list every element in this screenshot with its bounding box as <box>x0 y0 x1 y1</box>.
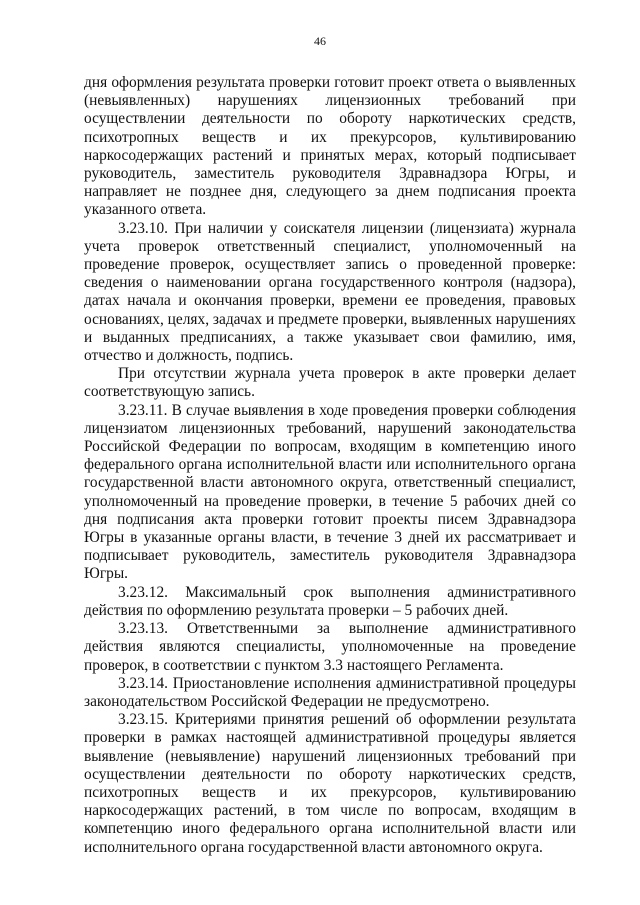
paragraph-3-23-14: 3.23.14. Приостановление исполнения административной процедуры законодательством Российской Федерации не предусмотрено. <box>84 674 576 710</box>
document-body <box>84 74 576 857</box>
paragraph-3-23-15: 3.23.15. Критериями принятия решений об оформлении результата проверки в рамках настоящей административной процедуры является выявление (невыявление) нарушений лицензионных требований при осуществлении деятельности по обороту наркотических средств, психотропных веществ и их прекурсоров, культивированию наркосодержащих растений, в том числе по вопросам, входящим в компетенцию иного федерального органа исполнительной власти или исполнительного органа государственной власти автономного округа. <box>84 711 576 856</box>
paragraph-3-23-10: 3.23.10. При наличии у соискателя лицензии (лицензиата) журнала учета проверок ответственный специалист, уполномоченный на проведение проверок, осуществляет запись о проведенной проверке: сведения о наименовании органа государственного контроля (надзора), датах начала и окончания проверки, времени ее проведения, правовых основаниях, целях, задачах и предмете проверки, выявленных нарушениях и выданных предписаниях, а также указывает свои фамилию, имя, отчество и должность, подпись. <box>84 219 576 365</box>
paragraph-3-23-13: 3.23.13. Ответственными за выполнение административного действия являются специалисты, уполномоченные на проведение проверок, в соответствии с пунктом 3.3 настоящего Регламента. <box>84 620 576 674</box>
paragraph-3-23-11: 3.23.11. В случае выявления в ходе проведения проверки соблюдения лицензиатом лицензионных требований, нарушений законодательства Российской Федерации по вопросам, входящим в компетенцию иного федерального органа исполнительной власти или исполнительного органа государственной власти автономного округа, ответственный специалист, уполномоченный на проведение проверки, в течение 5 рабочих дней со дня подписания акта проверки готовит проекты писем Здравнадзора Югры в указанные органы власти, в течение 3 дней их рассматривает и подписывает руководитель, заместитель руководителя Здравнадзора Югры. <box>84 401 576 583</box>
paragraph-3-23-12: 3.23.12. Максимальный срок выполнения административного действия по оформлению результата проверки – 5 рабочих дней. <box>84 583 576 619</box>
page-number: 46 <box>314 34 326 48</box>
paragraph-journal-absence: При отсутствии журнала учета проверок в акте проверки делает соответствующую запись. <box>84 365 576 401</box>
paragraph-continuation: дня оформления результата проверки готовит проект ответа о выявленных (невыявленных) нарушениях лицензионных требований при осуществлении деятельности по обороту наркотических средств, психотропных веществ и их прекурсоров, культивированию наркосодержащих растений и принятых мерах, который подписывает руководитель, заместитель руководителя Здравнадзора Югры, и направляет не позднее дня, следующего за днем подписания проекта указанного ответа. <box>84 74 576 219</box>
